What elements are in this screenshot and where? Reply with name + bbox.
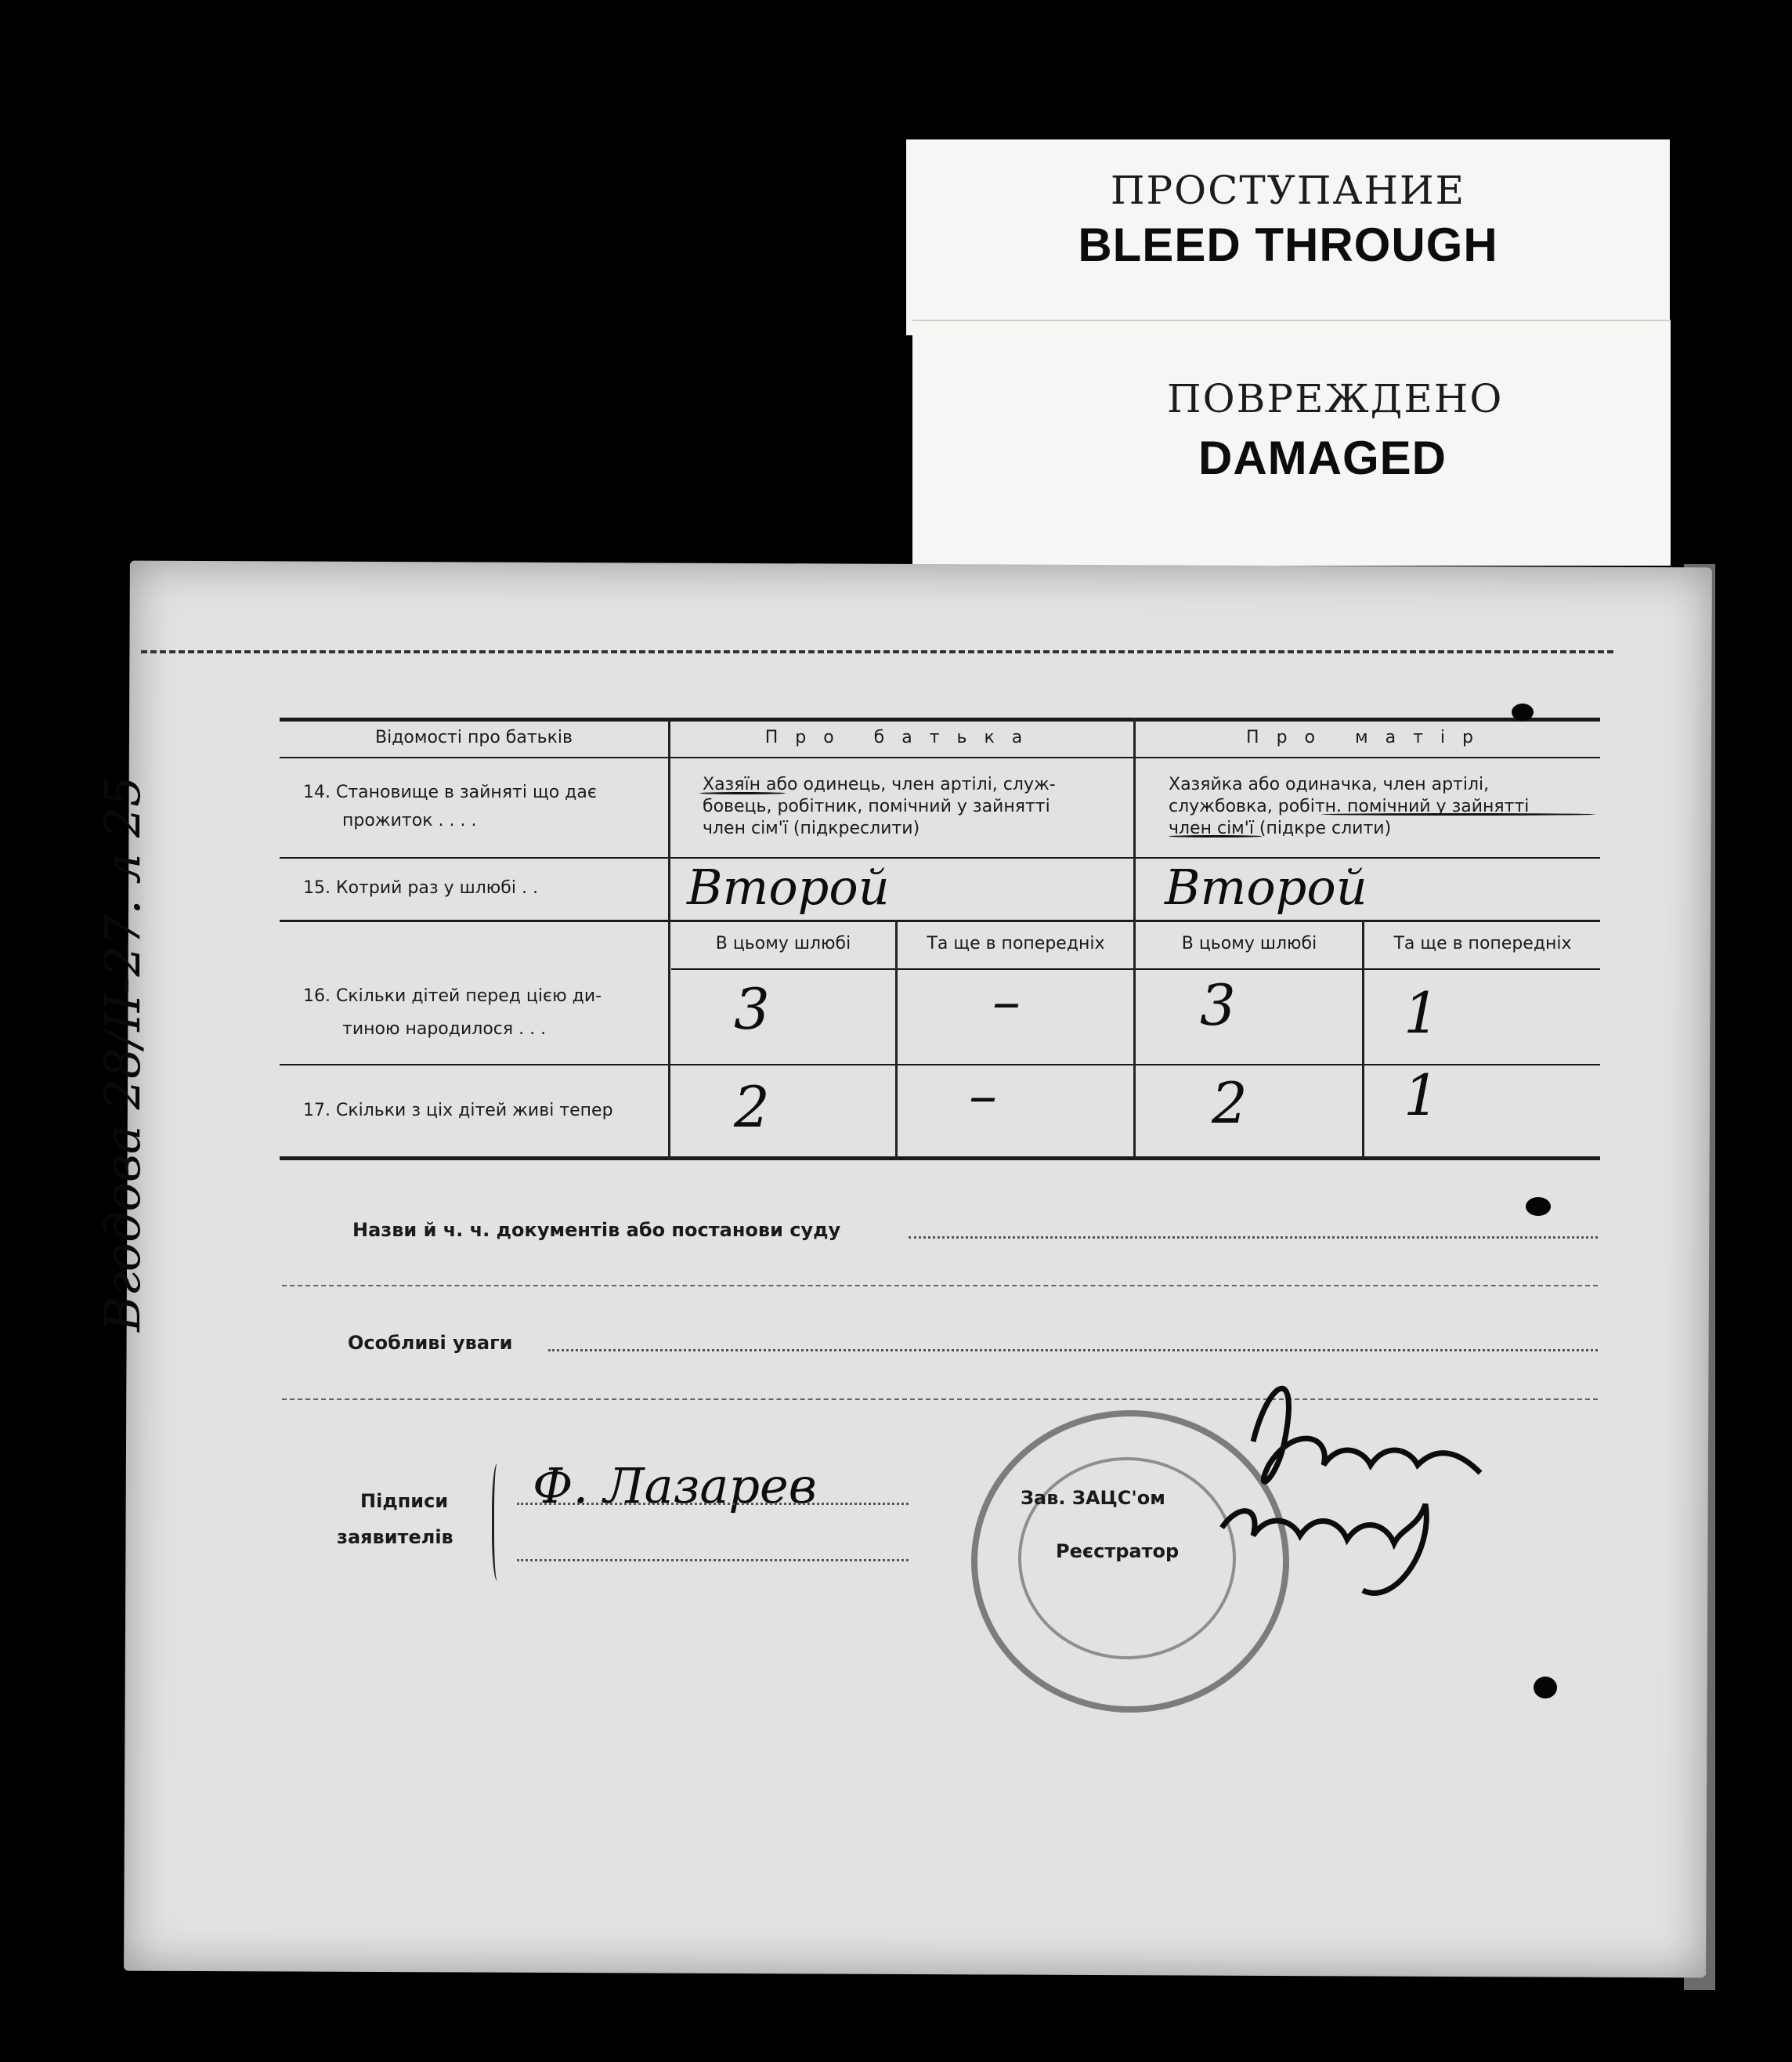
subheader-mother-this: В цьому шлюбі: [1181, 934, 1317, 953]
row15-rule: [280, 920, 1600, 922]
row17-father-prev-value: –: [969, 1062, 997, 1128]
margin-note: Вгодова 28/II-27. л 25: [94, 776, 151, 1332]
row14-mother-line1: Хазяйка або одиначка, член артілі,: [1169, 775, 1490, 794]
subheader-mother-prev: Та ще в попередніх: [1393, 934, 1572, 953]
head-signature: [1253, 1388, 1480, 1481]
row15-mother-handwriting: Второй: [1165, 859, 1367, 916]
father-underline-mark: [699, 792, 786, 794]
documents-label: Назви й ч. ч. документів або постанови суду: [352, 1219, 841, 1241]
parents-table: [280, 718, 1600, 1160]
row16-rule: [280, 1064, 1600, 1065]
table-bottom-rule: [280, 1156, 1600, 1160]
subheader-father-this: В цьому шлюбі: [715, 934, 851, 953]
damage-hole: [1526, 1197, 1551, 1216]
row16-mother-prev-value: 1: [1404, 980, 1440, 1046]
signatures-label-1: Підписи: [360, 1490, 449, 1512]
signatures-label-2: заявителів: [337, 1526, 453, 1548]
damaged-ru: ПОВРЕЖДЕНО: [1167, 376, 1504, 421]
row14-mother-line3: член сім'ї (підкре слити): [1169, 819, 1392, 838]
row14-rule: [280, 857, 1600, 859]
signature-line-1: [517, 1503, 909, 1505]
row16-mother-this-value: 3: [1200, 972, 1236, 1038]
head-label: Зав. ЗАЦС'ом: [1021, 1487, 1165, 1509]
documents-line: [909, 1236, 1598, 1239]
official-signatures: [1206, 1348, 1543, 1630]
registrar-label: Реєстратор: [1056, 1540, 1180, 1562]
row16-label-b: тиною народилося . . .: [342, 1019, 547, 1039]
row14-father-line2: бовець, робітник, помічний у зайнятті: [703, 797, 1050, 816]
bleed-through-ru: ПРОСТУПАНИЕ: [1110, 168, 1466, 213]
bleed-through-label: [906, 139, 1670, 335]
damage-hole: [1534, 1677, 1557, 1698]
damaged-en: DAMAGED: [1198, 432, 1447, 484]
applicant-signature: Ф. Лазарев: [533, 1457, 817, 1514]
col-divider-4: [1362, 920, 1364, 1160]
table-header-rule: [280, 757, 1600, 758]
row17-father-this-value: 2: [734, 1074, 770, 1140]
header-mother: Про матір: [1246, 728, 1490, 747]
registrar-signature: [1222, 1504, 1426, 1593]
signatures-brace: [492, 1463, 505, 1581]
perforation-line: [141, 650, 1613, 653]
row14-father-line3: член сім'ї (підкреслити): [703, 819, 920, 838]
mother-underline-mark-2: [1169, 835, 1263, 837]
row17-mother-this-value: 2: [1212, 1070, 1248, 1136]
documents-line-2: [282, 1285, 1598, 1286]
bleed-through-en: BLEED THROUGH: [1078, 219, 1498, 271]
notes-label: Особливі уваги: [348, 1332, 513, 1354]
subheader-father-prev: Та ще в попередніх: [927, 934, 1105, 953]
row16-label-a: 16. Скільки дітей перед цією ди-: [303, 986, 602, 1006]
header-father: Про батька: [764, 728, 1040, 747]
damaged-label: [912, 320, 1671, 566]
table-top-rule: [280, 718, 1600, 722]
col-divider-2: [1133, 718, 1136, 1160]
row15-label: 15. Котрий раз у шлюбі . .: [303, 878, 538, 898]
row16-father-prev-value: –: [992, 968, 1021, 1034]
row17-label: 17. Скільки з ціх дітей живі тепер: [303, 1101, 613, 1120]
row14-label-a: 14. Становище в зайняті що дає: [303, 783, 597, 802]
row14-label-b: прожиток . . . .: [342, 811, 477, 830]
damage-hole: [1512, 704, 1534, 721]
row14-mother-line2: службовка, робітн. помічний у зайнятті: [1169, 797, 1530, 816]
row17-mother-prev-value: 1: [1404, 1062, 1440, 1128]
col-divider-1: [668, 718, 670, 1160]
subheader-rule: [671, 968, 1600, 970]
col-divider-3: [895, 920, 898, 1160]
header-info: Відомості про батьків: [375, 728, 573, 747]
signature-line-2: [517, 1559, 909, 1561]
row14-father-line1: Хазяїн або одинець, член артілі, служ-: [703, 775, 1056, 794]
row15-father-handwriting: Второй: [687, 859, 890, 916]
mother-underline-mark-1: [1321, 813, 1595, 816]
row16-father-this-value: 3: [734, 976, 770, 1042]
